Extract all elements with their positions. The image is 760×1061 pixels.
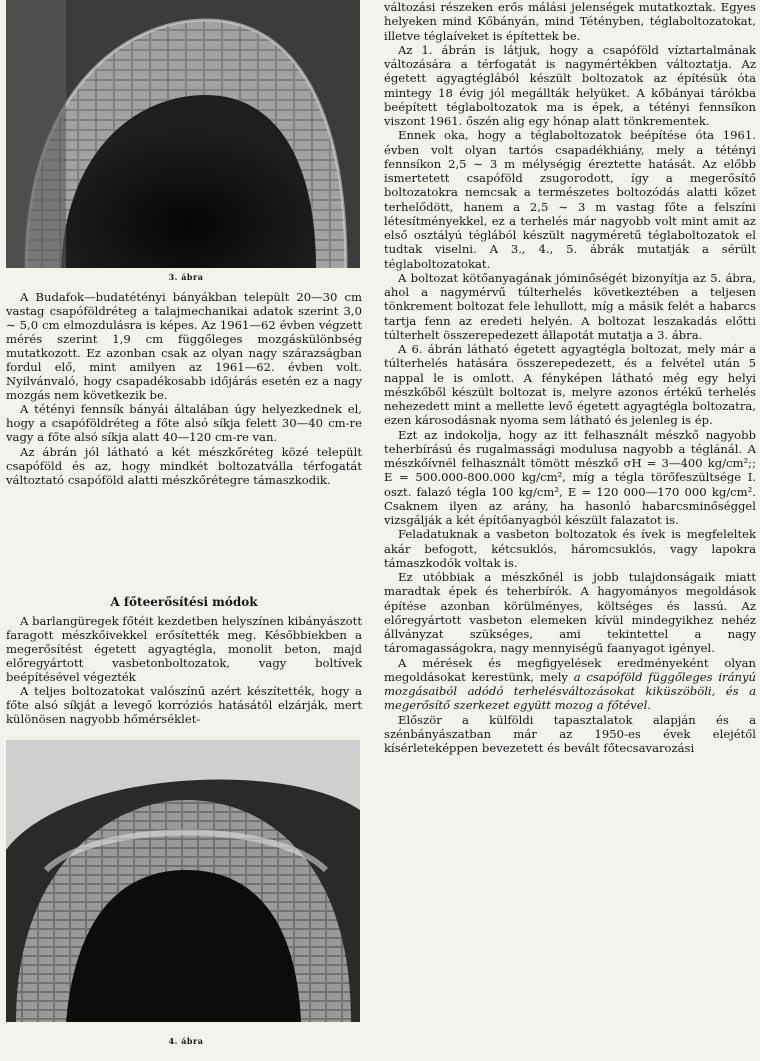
- paragraph: A 6. ábrán látható égetett agyagtégla boltozat, mely már a túlterhelés hatására összerepedezett, és a felvétel után 5 nappal le is omlott. A fényképen látható még egy helyi mészkőből készült boltozat is, melyre azonos értékű terhelés nehezedett mint a mellette levő égetett agyagtégla boltozatra, ezen károsodásnak nyoma sem látható és jelenleg is ép.: [384, 342, 756, 428]
- paragraph: Az ábrán jól látható a két mészkőréteg közé települt csapóföld és az, hogy mindkét boltozatvállа térfogatát változtató csapóföld alatti mészkőrétegre támaszkodik.: [6, 444, 362, 487]
- right-column: [378, 0, 756, 1061]
- paragraph: [384, 656, 756, 713]
- paragraph: változási részeken erős málási jelenségek mutatkoztak. Egyes helyeken mind Kőbányán, mind Tétényben, téglaboltozatokat, illetve téglaíveket is építettek be.: [384, 0, 756, 43]
- paragraph: Ez utóbbiak a mészkőnél is jobb tulajdonságaik miatt maradtak épek és teherbírók. A hagyományos megoldások építése azonban körülményes, költséges és lassú. Az előregyártott vasbeton elemeken kívül mindegyikhez nehéz állványzat szükséges, ami tekintettel a nagy táromagasságokra, nagy mennyiségű faanyagot igényel.: [384, 570, 756, 656]
- figure-3-caption: 3. ábra: [168, 272, 204, 282]
- figure-4-photo: [6, 740, 360, 1022]
- section-heading: A főteerősítési módok: [110, 595, 258, 609]
- paragraph: A boltozat kötőanyagának jóminőségét bizonyítja az 5. ábra, ahol a nagymérvű túlterhelés következtében a teljesen tönkrement boltozat fele lehullott, míg a másik felét a habarcs tartja fenn az eredeti helyén. A boltozat leszakadás előtti túlterhelt összerepedezett állapotát mutatja a 3. ábra.: [384, 270, 756, 342]
- figure-3-photo: [6, 0, 360, 268]
- paragraph: Feladatuknak a vasbeton boltozatok és ívek is megfeleltek akár befogott, kétcsuklós, háromcsuklós, vagy lapokra támaszkodók voltak is.: [384, 527, 756, 570]
- paragraph: Ennek oka, hogy a téglaboltozatok beépítése óta 1961. évben volt olyan tartós csapadékhiány, mely a tétényi fennsíkon 2,5 ∼ 3 m mélységig éreztette hatását. Az előbb ismertetett csapóföld zsugorodott, így a megerősítő boltozatokra nemcsak a természetes boltozódás alatti kőzet terhelődött, hanem a 2,5 ∼ 3 m vastag főte a felszíni létesítményekkel, ez a terhelés már nagyobb volt mint amit az első osztályú téglából készült nagyméretű téglaboltozatok el tudtak viselni. A 3., 4., 5. ábrák mutatják a sérült téglaboltozatokat.: [384, 128, 756, 271]
- figure-4-caption: 4. ábra: [168, 1036, 204, 1046]
- right-text: [384, 0, 756, 755]
- arch-tunnel-image: [6, 740, 360, 1022]
- paragraph: Először a külföldi tapasztalatok alapján és a szénbányászatban már az 1950-es évek elejétől kísérleteképpen bevezetett és bevált főtecsavarozási: [384, 712, 756, 755]
- paragraph-start: A mérések és megfigyelések eredményeként olyan megoldásokat kerestünk, mely: [384, 655, 756, 684]
- paragraph: Az 1. ábrán is látjuk, hogy a csapóföld víztartalmának változására a térfogatát is nagymértékben változtatja. Az égetett agyagtéglából készült boltozatok az építésük óta mintegy 18 évig jól megállták helyüket. A kőbányai tárókba beépített téglaboltozatok ma is épek, a tétényi fennsíkon viszont 1961. őszén alig egy hónap alatt tönkrementek.: [384, 42, 756, 128]
- arch-tunnel-image: [6, 0, 360, 268]
- italic-emphasis: a csapóföld függőleges irányú mozgásaiból adódó terhelésváltozásokat kiküszöböli, és a megerősítő szerkezet együtt mozog a főtével.: [384, 669, 756, 713]
- paragraph: A tétényi fennsík bányái általában úgy helyezkednek el, hogy a csapóföldréteg a főte alsó síkja felett 30—40 cm-re vagy a főte alsó síkja alatt 40—120 cm-re van.: [6, 402, 362, 445]
- paragraph: A barlangüregek főtéit kezdetben helyszínen kibányászott faragott mészkőivekkel erősítették meg. Későbbiekben a megerősítést égetett agyagtégla, monolit beton, majd előregyártott vasbetonboltozatok, vagy boltívek beépítésével végezték: [6, 614, 362, 685]
- paragraph: A teljes boltozatokat valószínű azért készítették, hogy a főte alsó síkját a levegő korróziós hatásától elzárják, mert különösen nagyobb hőmérséklet-: [6, 684, 362, 727]
- left-column: [0, 0, 372, 1061]
- paragraph: A Budafok—budatétényi bányákban települt 20—30 cm vastag csapóföldréteg a talajmechanikai adatok szerint 3,0 ∼ 5,0 cm elmozdulásra is képes. Az 1961—62 évben végzett mérés szerint 1,9 cm függőleges mozgáskülönbség mutatkozott. Ez azonban csak az olyan nagy szárazságban fordul elő, mint amilyen az 1961—62. évben volt. Nyilvánvaló, hogy csapadékosabb időjárás esetén ez a nagy mozgás nem következik be.: [6, 290, 362, 403]
- left-text-top: [6, 290, 362, 487]
- paragraph: Ezt az indokolja, hogy az itt felhasznált mészkő nagyobb teherbírású és rugalmassági modulusa nagyobb a téglánál. A mészkőívnél felhasznált tömött mészkő σH = 3—400 kg/cm²;; E = 500.000-800.000 kg/cm², míg a tégla törőfeszültsége I. oszt. falazó tégla 100 kg/cm², E = 120 000—170 000 kg/cm². Csaknem ilyen az arány, ha hasonló habarcsminőséggel vizsgálják a két építőanyagból készült falazatot is.: [384, 427, 756, 527]
- left-text-bottom: [6, 595, 362, 726]
